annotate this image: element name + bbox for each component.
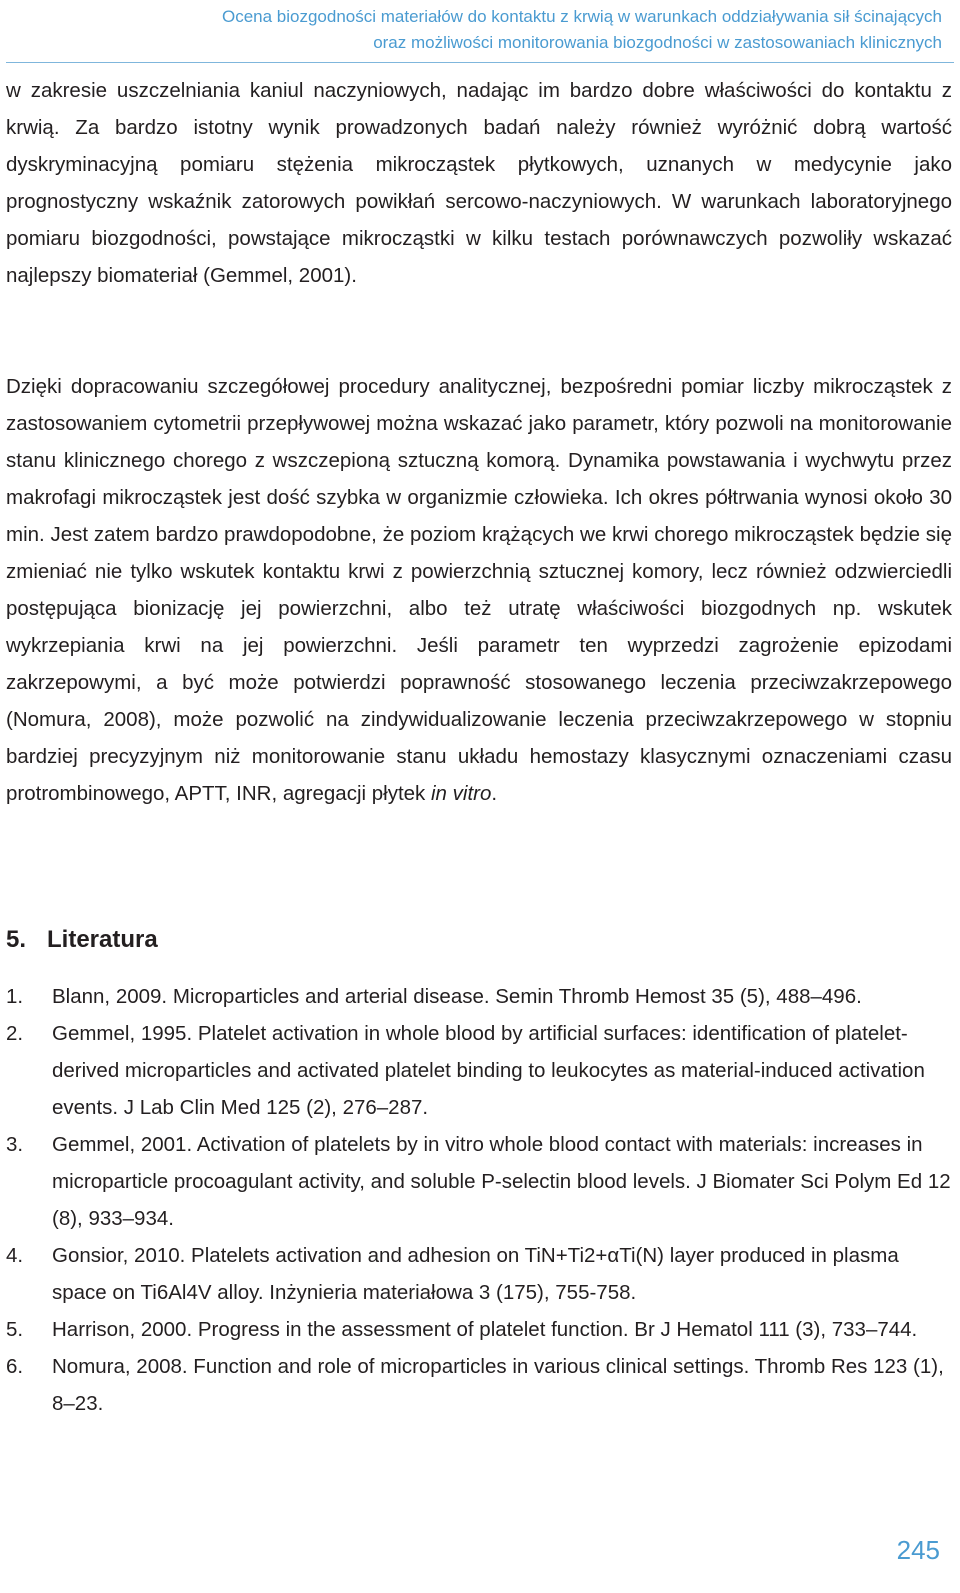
reference-item: [6, 1348, 952, 1422]
reference-number: 5.: [6, 1318, 24, 1341]
reference-text: Gemmel, 2001. Activation of platelets by in vitro whole blood contact with materials: increases in microparticle procoagulant activity, and soluble P-selectin blood levels. J Biomater Sci Polym Ed 12 (8), 933–934.: [52, 1133, 951, 1230]
paragraph-2-main: Dzięki dopracowaniu szczegółowej procedury analitycznej, bezpośredni pomiar liczby mikrocząstek z zastosowaniem cytometrii przepływowej można wskazać jako parametr, który pozwoli na monitorowanie stanu klinicznego chorego z wszczepioną sztuczną komorą. Dynamika powstawania i wychwytu przez makrofagi mikrocząstek jest dość szybka w organizmie człowieka. Ich okres półtrwania wynosi około 30 min. Jest zatem bardzo prawdopodobne, że poziom krążących we krwi chorego mikrocząstek będzie się zmieniać nie tylko wskutek kontaktu krwi z powierzchnią sztucznej komory, lecz również odzwierciedli postępująca bionizację jej powierzchni, albo też utratę właściwości biozgodnych np. wskutek wykrzepiania krwi na jej powierzchni. Jeśli parametr ten wyprzedzi zagrożenie epizodami zakrzepowymi, a być może potwierdzi poprawność stosowanego leczenia przeciwzakrzepowego (Nomura, 2008), może pozwolić na zindywidualizowanie leczenia przeciwzakrzepowego w stopniu bardziej precyzyjnym niż monitorowanie stanu układu hemostazy klasycznymi oznaczeniami czasu protrombinowego, APTT, INR, agregacji płytek: [6, 375, 952, 805]
running-header: [222, 4, 942, 56]
reference-number: 6.: [6, 1355, 24, 1378]
section-title: Literatura: [47, 926, 158, 953]
reference-item: [6, 1015, 952, 1126]
running-header-line-1: Ocena biozgodności materiałów do kontaktu z krwią w warunkach oddziaływania sił ścinających: [221, 7, 942, 26]
reference-text: Nomura, 2008. Function and role of microparticles in various clinical settings. Thromb Res 123 (1), 8–23.: [52, 1355, 944, 1415]
reference-item: [6, 978, 952, 1015]
running-header-line-2: oraz możliwości monitorowania biozgodności w zastosowaniach klinicznych: [373, 33, 942, 52]
reference-item: [6, 1237, 952, 1311]
reference-item: [6, 1311, 952, 1348]
section-number: 5.: [6, 926, 27, 953]
reference-number: 1.: [6, 985, 24, 1008]
reference-text: Gemmel, 1995. Platelet activation in whole blood by artificial surfaces: identification of platelet-derived microparticles and activated platelet binding to leukocytes as material-induced activation events. J Lab Clin Med 125 (2), 276–287.: [52, 1022, 925, 1119]
reference-number: 4.: [6, 1244, 24, 1267]
reference-item: [6, 1126, 952, 1237]
page-number: 245: [896, 1535, 940, 1565]
header-divider: [6, 62, 954, 63]
paragraph-2-italic: in vitro: [431, 782, 492, 805]
reference-text: Harrison, 2000. Progress in the assessment of platelet function. Br J Hematol 111 (3), 733–744.: [52, 1318, 918, 1341]
reference-number: 2.: [6, 1022, 24, 1045]
reference-text: Gonsior, 2010. Platelets activation and adhesion on TiN+Ti2+αTi(N) layer produced in plasma space on Ti6Al4V alloy. Inżynieria materiałowa 3 (175), 755-758.: [52, 1244, 899, 1304]
paragraph-2: [6, 368, 952, 812]
paragraph-1: w zakresie uszczelniania kaniul naczyniowych, nadając im bardzo dobre właściwości do kontaktu z krwią. Za bardzo istotny wynik prowadzonych badań należy również wyróżnić dobrą wartość dyskryminacyjną pomiaru stężenia mikrocząstek płytkowych, uznanych w medycynie jako prognostyczny wskaźnik zatorowych powikłań sercowo-naczyniowych. W warunkach laboratoryjnego pomiaru biozgodności, powstające mikrocząstki w kilku testach porównawczych pozwoliły wskazać najlepszy biomateriał (Gemmel, 2001).: [6, 79, 952, 287]
reference-list: [6, 978, 952, 1422]
reference-text: Blann, 2009. Microparticles and arterial disease. Semin Thromb Hemost 35 (5), 488–496.: [52, 985, 862, 1008]
section-heading: [6, 920, 158, 960]
reference-number: 3.: [6, 1133, 24, 1156]
paragraph-2-end: .: [491, 782, 498, 805]
